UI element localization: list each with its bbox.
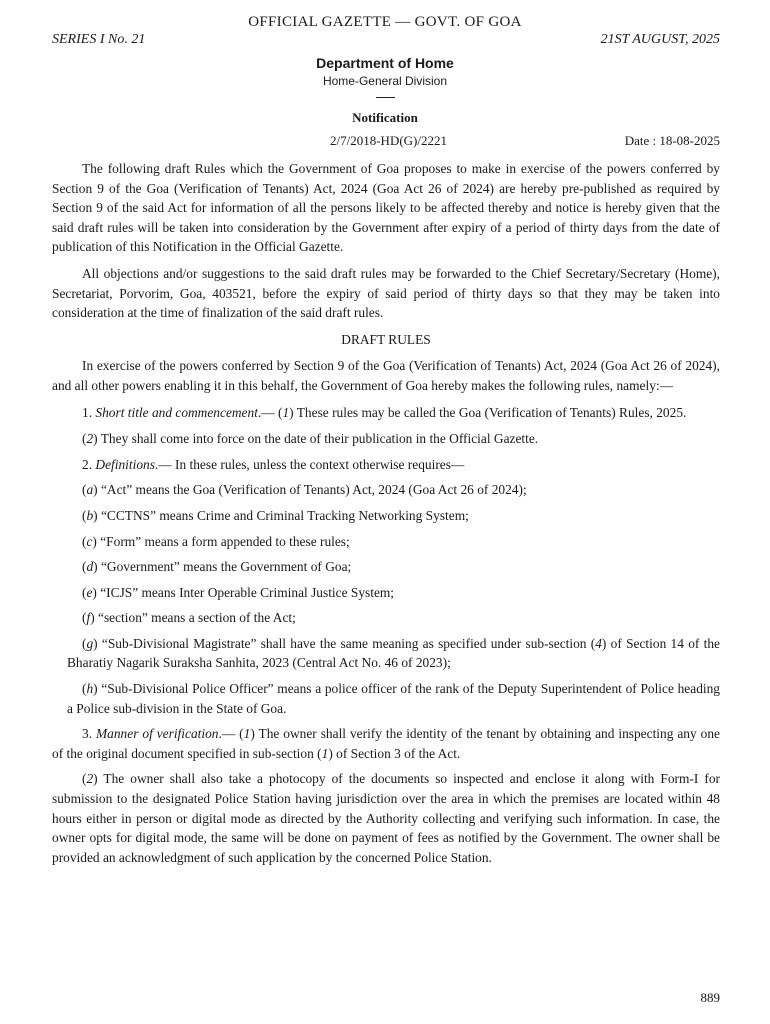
objections-paragraph: All objections and/or suggestions to the said draft rules may be forwarded to the Chief Secretary/Secretary (Home), Secretariat, Porvorim, Goa, 403521, before the expiry of said period of thirty days so that they may be taken into consideration at the time of finalization of the said draft rules. [52, 265, 720, 321]
rule-3-subsection-2: (2) The owner shall also take a photocopy of the documents so inspected and enclose it along with Form-I for submission to the designated Police Station having jurisdiction over the area in which the premises are located within 48 hours either in person or digital mode as directed by the Authority collecting and verifying such information. In case, the owner opts for digital mode, the same will be done on payment of fees as notified by the Government. The owner shall be provided an acknowledgment of such application by the concerned Police Station. [52, 771, 720, 865]
subsection-marker: 1 [243, 726, 251, 742]
clause-marker: e [86, 584, 93, 600]
definition-item: (h) “Sub-Divisional Police Officer” means a police officer of the rank of the Deputy Superintendent of Police heading a Police sub-division in the State of Goa. [67, 681, 720, 716]
rule-1-subsection-2: (2) They shall come into force on the date of their publication in the Official Gazette. [82, 431, 539, 447]
subsection-reference: 1 [321, 745, 329, 761]
heading-divider [376, 97, 395, 98]
division-name: Home-General Division [322, 74, 448, 88]
definition-text: “ICJS” means Inter Operable Criminal Justice System; [96, 584, 395, 600]
rule-title: Short title and commencement [95, 404, 258, 420]
rule-title: Definitions [95, 456, 155, 472]
clause-marker: h [86, 681, 94, 697]
subsection-marker: 2 [86, 771, 94, 787]
clause-marker: b [86, 507, 94, 523]
rule-number: 2. [82, 456, 93, 472]
definition-text: “CCTNS” means Crime and Criminal Tracking Networking System; [97, 507, 469, 523]
issue-date: 21ST AUGUST, 2025 [600, 32, 720, 47]
clause-marker: a [86, 482, 94, 498]
rule-number: 1. [82, 404, 93, 420]
rule-text: They shall come into force on the date of their publication in the Official Gazette. [97, 431, 539, 447]
definition-text: “Government” means the Government of Goa; [97, 559, 352, 575]
notification-reference: 2/7/2018-HD(G)/2221 [330, 133, 447, 148]
definition-text: ) of Section 14 of the Bharatiy Nagarik Suraksha Sanhita, 2023 (Central Act No. 46 of 2023); [67, 635, 721, 671]
gazette-masthead: OFFICIAL GAZETTE — GOVT. OF GOA [248, 14, 522, 30]
rule-1-paragraph: 1. Short title and commencement.— (1) These rules may be called the Goa (Verification of Tenants) Rules, 2025. [82, 404, 687, 420]
clause-marker: c [86, 533, 93, 549]
rule-text: In these rules, unless the context otherwise requires— [171, 456, 465, 472]
notification-date: Date : 18-08-2025 [624, 133, 720, 148]
notification-heading: Notification [352, 110, 418, 125]
definition-text: “section” means a section of the Act; [94, 610, 296, 626]
definition-text: “Form” means a form appended to these rules; [96, 533, 350, 549]
definition-item: (a) “Act” means the Goa (Verification of Tenants) Act, 2024 (Goa Act 26 of 2024); [82, 482, 527, 498]
rule-text: These rules may be called the Goa (Verification of Tenants) Rules, 2025. [293, 404, 687, 420]
clause-marker: f [86, 610, 91, 626]
clause-marker: d [86, 559, 94, 575]
enacting-paragraph: In exercise of the powers conferred by Section 9 of the Goa (Verification of Tenants) Act, 2024 (Goa Act 26 of 2024), and all other powers enabling it in this behalf, the Government of Goa hereby makes the following rules, namely:— [52, 358, 720, 393]
rule-text: The owner shall verify the identity of the tenant by obtaining and inspecting any one of the original document specified in sub-section ( [52, 726, 720, 761]
rule-text: The owner shall also take a photocopy of the documents so inspected and enclose it along with Form-I for submission to the designated Police Station having jurisdiction over the area in which the premises are located within 48 hours either in person or digital mode as directed by the Authority collecting and verifying such information. In case, the owner opts for digital mode, the same will be done on payment of fees as notified by the Government. The owner shall be provided an acknowledgment of such application by the concerned Police Station. [52, 771, 720, 865]
document-body [52, 159, 720, 874]
rule-2-paragraph: 2. Definitions.— In these rules, unless the context otherwise requires— [82, 456, 465, 472]
definition-item: (c) “Form” means a form appended to these rules; [82, 533, 350, 549]
page-number: 889 [700, 990, 720, 1005]
rule-number: 3. [82, 726, 93, 742]
definition-text: “Act” means the Goa (Verification of Tenants) Act, 2024 (Goa Act 26 of 2024); [97, 482, 527, 498]
subsection-marker: 2 [86, 431, 94, 447]
subsection-reference: 4 [595, 635, 602, 651]
series-number: SERIES I No. 21 [52, 32, 146, 47]
preamble-paragraph: The following draft Rules which the Government of Goa proposes to make in exercise of the powers conferred by Section 9 of the Goa (Verification of Tenants) Act, 2024 (Goa Act 26 of 2024) are hereby pre-published as required by Section 9 of the said Act for information of all the persons likely to be affected thereby and notice is hereby given that the said draft rules will be taken into consideration by the Government after expiry of a period of thirty days from the date of publication of this Notification in the Official Gazette. [52, 161, 720, 255]
draft-rules-heading: DRAFT RULES [341, 331, 431, 347]
rule-title: Manner of verification [96, 726, 219, 742]
department-title: Department of Home [316, 55, 454, 71]
subsection-marker: 1 [282, 404, 290, 420]
rule-text: ) of Section 3 of the Act. [328, 745, 461, 761]
definition-text: “Sub-Divisional Magistrate” shall have the same meaning as specified under sub-section ( [97, 635, 596, 651]
rule-3-paragraph: 3. Manner of verification.— (1) The owner shall verify the identity of the tenant by obtaining and inspecting any one of the original document specified in sub-section (1) of Section 3 of the Act. [52, 726, 720, 761]
definition-item: (b) “CCTNS” means Crime and Criminal Tracking Networking System; [82, 507, 469, 523]
clause-marker: g [86, 635, 94, 651]
definition-text: “Sub-Divisional Police Officer” means a police officer of the rank of the Deputy Superintendent of Police heading a Police sub-division in the State of Goa. [67, 681, 720, 716]
definition-item: (g) “Sub-Divisional Magistrate” shall have the same meaning as specified under sub-section (4) of Section 14 of the Bharatiy Nagarik Suraksha Sanhita, 2023 (Central Act No. 46 of 2023); [67, 635, 721, 671]
definition-item: (e) “ICJS” means Inter Operable Criminal Justice System; [82, 584, 395, 600]
definition-item: (f) “section” means a section of the Act; [82, 610, 296, 626]
definition-item: (d) “Government” means the Government of Goa; [82, 559, 352, 575]
